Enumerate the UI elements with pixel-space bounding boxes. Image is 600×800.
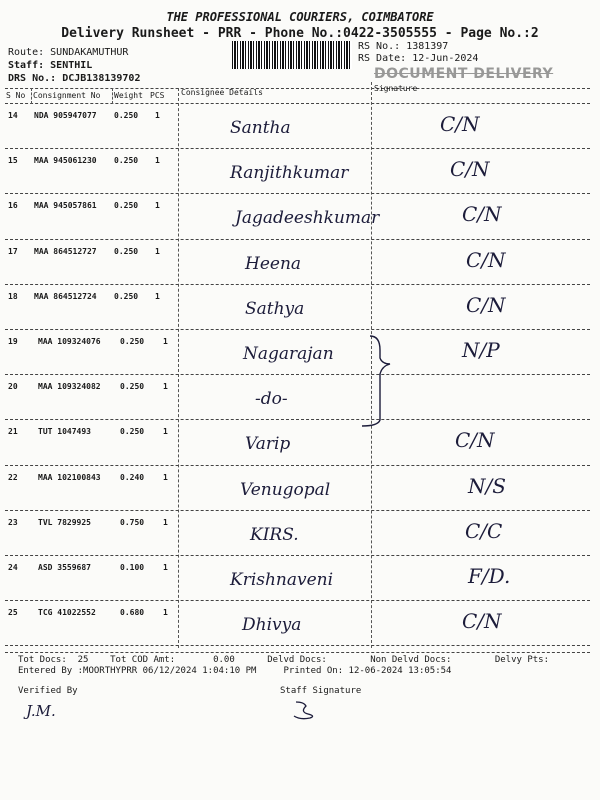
row-signature: C/N [462, 202, 502, 227]
row-signature: C/N [466, 292, 506, 317]
staff-signature-mark [290, 698, 330, 722]
row-consignment: TUT 1047493 [38, 427, 91, 437]
company-name: THE PROFESSIONAL COURIERS, COIMBATORE [166, 10, 434, 24]
row-consignee-name: Venugopal [240, 479, 331, 500]
row-consignee-name: Sathya [245, 298, 305, 319]
row-signature: C/N [466, 247, 506, 272]
row-weight: 0.250 [120, 382, 145, 392]
row-signature: C/N [450, 157, 490, 182]
row-consignee-name: Santha [230, 118, 291, 138]
row-consignment: TVL 7829925 [38, 517, 91, 527]
row-consignee-name: KIRS. [250, 524, 299, 545]
row-pcs: 1 [155, 201, 160, 211]
rs-no-line [358, 41, 448, 52]
col-signature: Signature [374, 84, 418, 93]
route-line [8, 47, 128, 58]
row-signature: N/P [462, 338, 500, 362]
bracket-mark [360, 330, 400, 430]
row-consignment: ASD 3559687 [38, 563, 91, 572]
row-consignment: MAA 864512727 [34, 246, 97, 256]
row-sno: 14 [8, 111, 18, 120]
totals-line: Tot Docs: 25 Tot COD Amt: 0.00 Delvd Docs: Non Delvd Docs: Delvy Pts: [18, 655, 550, 665]
row-signature: F/D. [468, 564, 511, 588]
staff-line [8, 60, 92, 71]
row-sno: 20 [8, 382, 18, 392]
row-rule [5, 239, 590, 240]
header-bottom-rule [5, 103, 590, 104]
row-signature: C/N [455, 428, 495, 453]
row-consignee-name: Ranjithkumar [230, 163, 349, 184]
col-consignee: Consignee Details [181, 88, 263, 97]
row-pcs: 1 [155, 111, 160, 120]
row-signature: C/C [465, 518, 503, 543]
row-weight: 0.250 [114, 246, 139, 256]
row-pcs: 1 [163, 337, 168, 346]
row-consignment: NDA 905947077 [34, 111, 97, 120]
footer-rule [5, 652, 590, 653]
row-sno: 22 [8, 472, 18, 482]
rs-no-value: 1381397 [406, 41, 449, 52]
row-rule [5, 600, 590, 601]
verified-initials: J.M. [26, 702, 56, 720]
row-sno: 25 [8, 608, 18, 618]
row-rule [5, 510, 590, 511]
row-consignee-name: Dhivya [242, 615, 302, 636]
staff-value: SENTHIL [50, 60, 93, 71]
row-pcs: 1 [155, 156, 160, 166]
col-pcs: PCS [150, 91, 165, 100]
rs-no-label: RS No.: [358, 41, 401, 52]
row-consignment: MAA 109324076 [38, 337, 101, 346]
sep [31, 88, 32, 104]
header-top-rule [5, 88, 590, 89]
row-consignee-name: Varip [245, 434, 291, 455]
col-weight: Weight [114, 91, 143, 100]
sep [112, 88, 113, 104]
row-weight: 0.680 [120, 608, 145, 618]
row-weight: 0.250 [114, 201, 139, 211]
row-rule [5, 374, 590, 375]
row-consignee-name: Nagarajan [243, 344, 334, 364]
row-consignment: MAA 945057861 [34, 201, 97, 211]
rs-date-value: 12-Jun-2024 [412, 53, 479, 64]
staff-label: Staff: [8, 60, 45, 71]
row-rule [5, 555, 590, 556]
row-consignment: MAA 109324082 [38, 382, 101, 392]
rs-date-line [358, 53, 478, 64]
row-weight: 0.750 [120, 517, 145, 527]
row-consignee-name: Heena [245, 253, 302, 274]
row-sno: 16 [8, 201, 18, 211]
row-consignee-name: Krishnaveni [230, 570, 334, 590]
row-rule [5, 148, 590, 149]
drs-label: DRS No.: [8, 73, 57, 84]
row-signature: N/S [468, 473, 506, 498]
route-label: Route: [8, 47, 45, 58]
runsheet-title: Delivery Runsheet - PRR - Phone No.:0422-3505555 - Page No.:2 [61, 26, 539, 41]
row-consignee-name: -do- [255, 389, 288, 410]
row-consignment: MAA 102100843 [38, 472, 101, 482]
row-weight: 0.250 [114, 156, 139, 166]
row-signature: C/N [440, 112, 480, 136]
row-weight: 0.250 [120, 337, 145, 346]
row-rule [5, 419, 590, 420]
row-sno: 24 [8, 563, 18, 572]
row-weight: 0.100 [120, 563, 145, 572]
row-rule [5, 465, 590, 466]
drs-line [8, 73, 140, 84]
row-rule [5, 329, 590, 330]
row-consignment: MAA 945061230 [34, 156, 97, 166]
verified-by-label: Verified By [18, 686, 78, 696]
row-pcs: 1 [155, 291, 160, 301]
row-pcs: 1 [155, 246, 160, 256]
row-pcs: 1 [163, 382, 168, 392]
row-pcs: 1 [163, 563, 168, 572]
row-sno: 19 [8, 337, 18, 346]
row-sno: 17 [8, 246, 18, 256]
sep [178, 88, 179, 648]
drs-value: DCJB138139702 [62, 73, 141, 84]
row-weight: 0.250 [120, 427, 145, 437]
row-consignment: TCG 41022552 [38, 608, 96, 618]
row-rule [5, 193, 590, 194]
row-rule [5, 645, 590, 646]
row-sno: 18 [8, 291, 18, 301]
row-weight: 0.250 [114, 111, 139, 120]
barcode [232, 41, 352, 69]
row-sno: 15 [8, 156, 18, 166]
row-weight: 0.250 [114, 291, 139, 301]
row-consignee-name: Jagadeeshkumar [235, 208, 380, 229]
col-sno: S No [6, 91, 26, 100]
row-rule [5, 284, 590, 285]
rs-date-label: RS Date: [358, 53, 407, 64]
document-delivery-stamp: DOCUMENT DELIVERY [374, 66, 554, 82]
entered-by-line: Entered By :MOORTHYPRR 06/12/2024 1:04:10 PM Printed On: 12-06-2024 13:05:54 [18, 666, 452, 676]
row-consignment: MAA 864512724 [34, 291, 97, 301]
row-signature: C/N [462, 609, 502, 634]
row-pcs: 1 [163, 472, 168, 482]
route-value: SUNDAKAMUTHUR [50, 47, 129, 58]
row-sno: 21 [8, 427, 18, 437]
row-pcs: 1 [163, 427, 168, 437]
row-weight: 0.240 [120, 472, 145, 482]
staff-signature-label: Staff Signature [280, 686, 362, 696]
row-pcs: 1 [163, 608, 168, 618]
row-sno: 23 [8, 517, 18, 527]
col-consignment: Consignment No [33, 91, 101, 100]
row-pcs: 1 [163, 517, 168, 527]
